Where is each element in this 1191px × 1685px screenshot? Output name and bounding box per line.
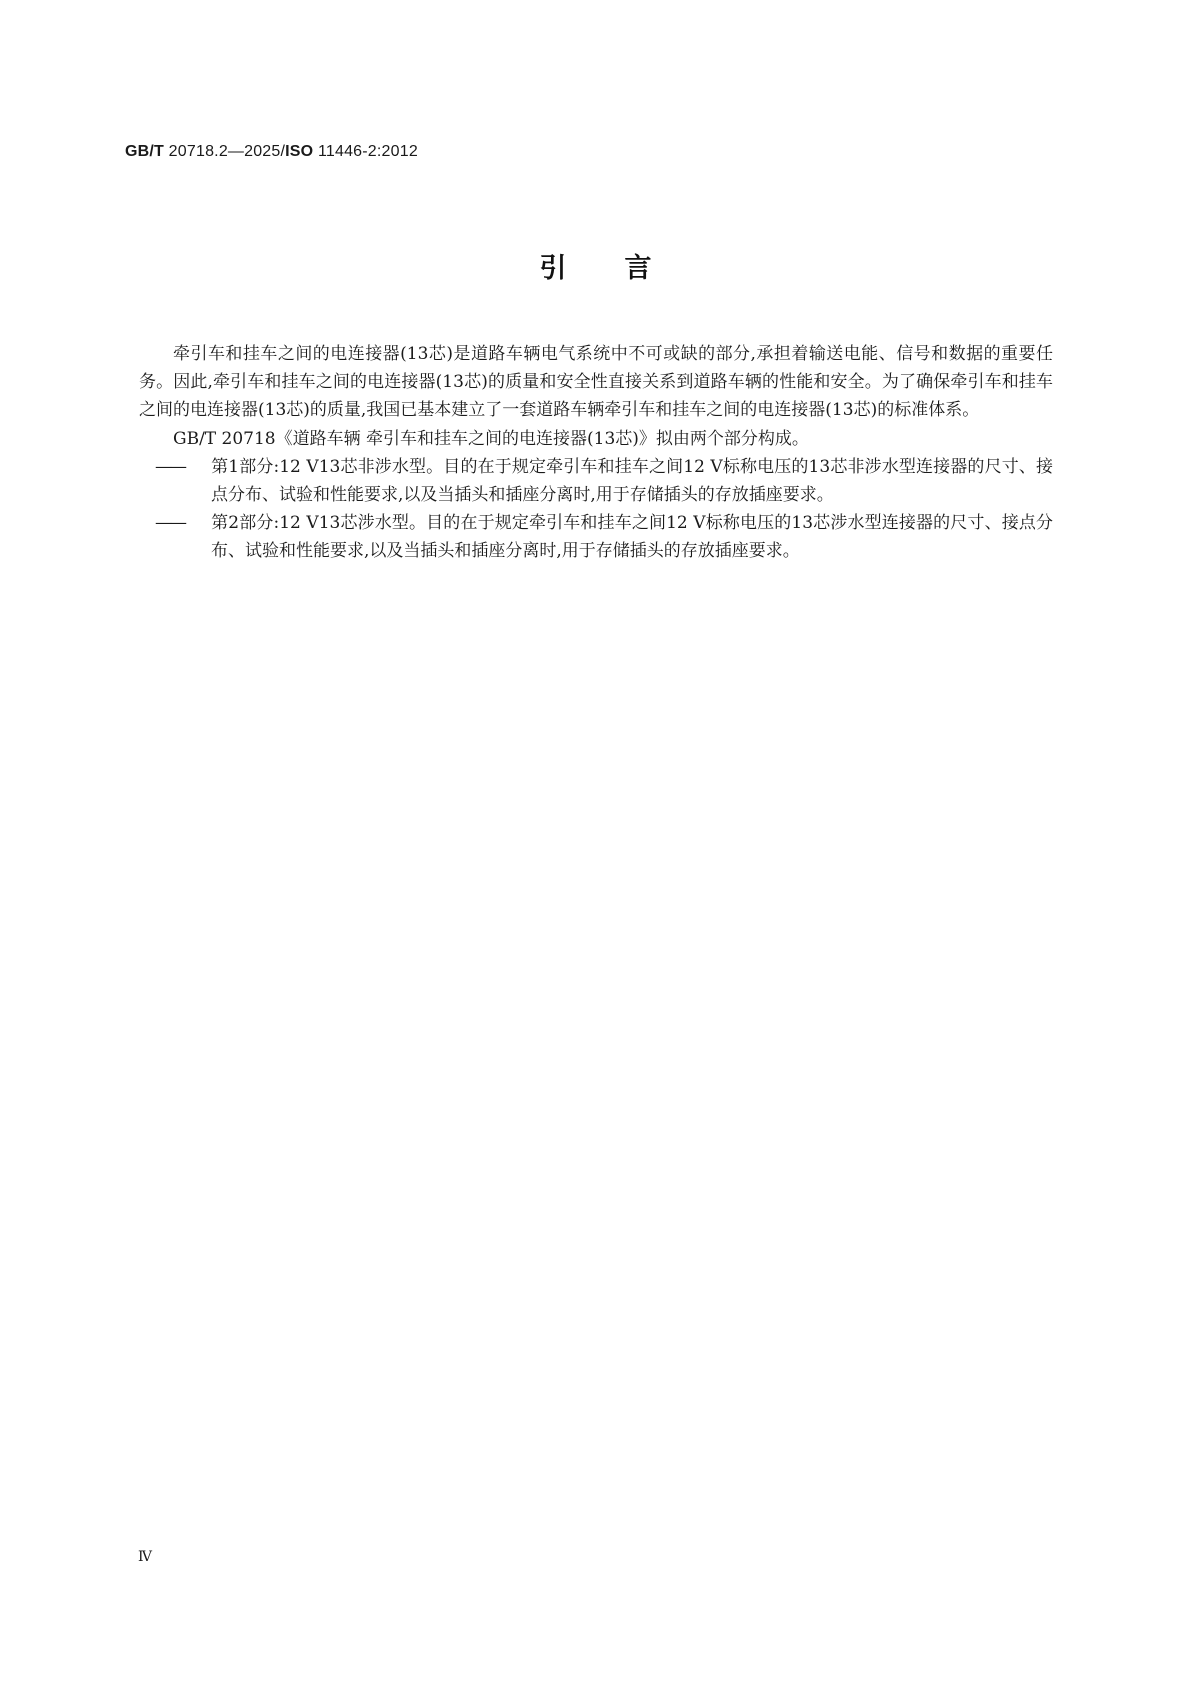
- list-dash: ——: [155, 513, 185, 534]
- list-item-text: 第1部分:12 V13芯非涉水型。目的在于规定牵引车和挂车之间12 V标称电压的13芯非涉水型连接器的尺寸、接点分布、试验和性能要求,以及当插头和插座分离时,用于存储插头的存放插座要求。: [211, 456, 1053, 506]
- list-item-part-1: [139, 453, 1053, 509]
- list-item-part-2: [139, 509, 1053, 565]
- standard-code-prefix: GB/T: [125, 143, 165, 160]
- intro-paragraph: 牵引车和挂车之间的电连接器(13芯)是道路车辆电气系统中不可或缺的部分,承担着输送电能、信号和数据的重要任务。因此,牵引车和挂车之间的电连接器(13芯)的质量和安全性直接关系到道路车辆的性能和安全。为了确保牵引车和挂车之间的电连接器(13芯)的质量,我国已基本建立了一套道路车辆牵引车和挂车之间的电连接器(13芯)的标准体系。: [139, 344, 1053, 421]
- standard-code-number: 20718.2—2025/: [164, 143, 286, 160]
- list-dash: ——: [155, 456, 185, 477]
- standard-number-header: [125, 143, 418, 161]
- section-title: 引言: [539, 253, 710, 284]
- iso-prefix: ISO: [285, 143, 314, 160]
- iso-number: 11446-2:2012: [313, 143, 418, 160]
- document-body: [139, 340, 1053, 566]
- structure-paragraph: GB/T 20718《道路车辆 牵引车和挂车之间的电连接器(13芯)》拟由两个部分构成。: [173, 428, 809, 449]
- list-item-text: 第2部分:12 V13芯涉水型。目的在于规定牵引车和挂车之间12 V标称电压的13芯涉水型连接器的尺寸、接点分布、试验和性能要求,以及当插头和插座分离时,用于存储插头的存放插座要求。: [211, 513, 1053, 562]
- page-number: Ⅳ: [138, 1549, 152, 1565]
